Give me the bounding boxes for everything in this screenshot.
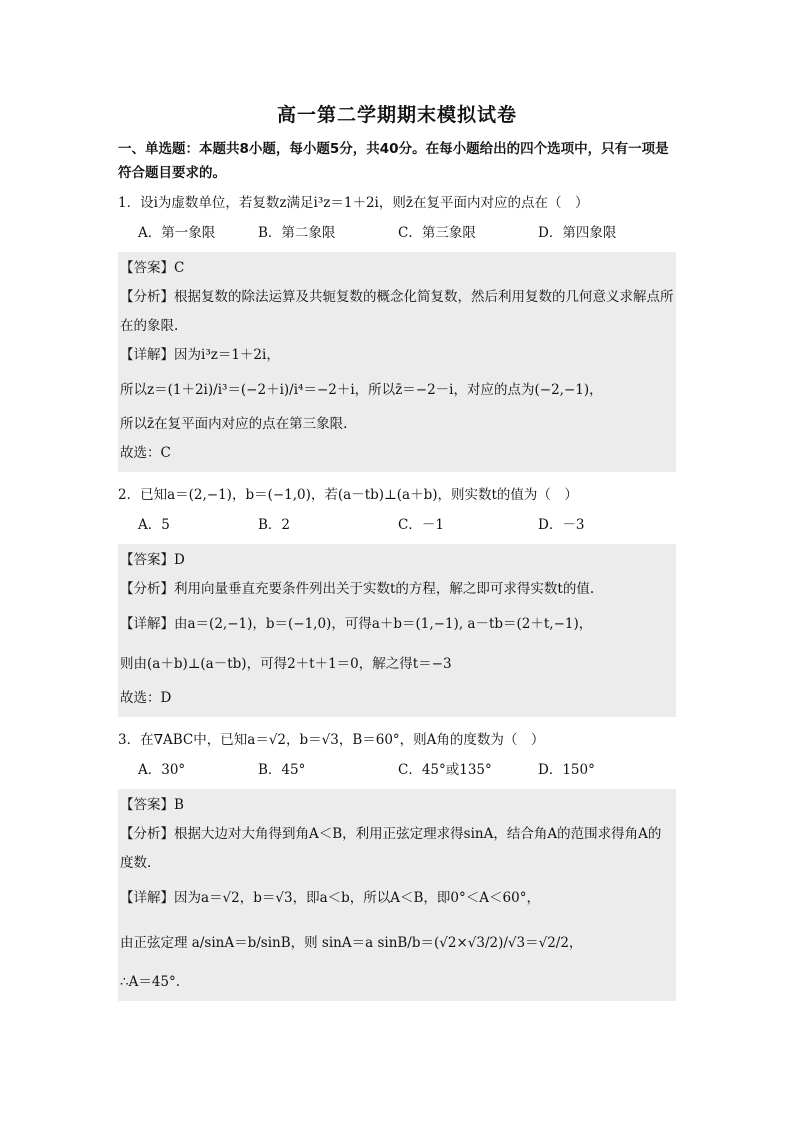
option-d: D．第四象限: [538, 225, 617, 241]
option-c: C．45°或135°: [398, 762, 492, 778]
option-b: B．第二象限: [258, 225, 336, 241]
detail-line: 【详解】因为a＝√2，b＝√3，即a＜b，所以A＜B，即0°＜A＜60°，: [120, 890, 540, 906]
question-1: [118, 190, 676, 472]
option-b: B．2: [258, 517, 291, 533]
detail-line: 所以z̄在复平面内对应的点在第三象限.: [120, 416, 348, 432]
option-c: C．－1: [398, 517, 444, 533]
option-a: A．30°: [138, 762, 186, 778]
analysis-line: 【分析】根据大边对大角得到角A＜B，利用正弦定理求得sinA，结合角A的范围求得角A的度数.: [120, 826, 662, 871]
detail-line: 【详解】由a＝(2,−1)，b＝(−1,0)，可得a＋b＝(1,−1), a－tb＝(2＋t,−1)，: [120, 616, 593, 632]
detail-line: ∴A＝45°.: [120, 974, 181, 990]
detail-line: 【详解】因为i³z＝1＋2i，: [120, 347, 280, 363]
option-b: B．45°: [258, 762, 306, 778]
detail-line: 故选：D: [120, 690, 172, 706]
answer-block: [118, 789, 676, 1001]
option-a: A．第一象限: [138, 225, 216, 241]
answer-line: 【答案】D: [120, 552, 185, 568]
option-d: D．150°: [538, 762, 595, 778]
question-2: [118, 482, 676, 717]
section-heading: 一、单选题：本题共8小题，每小题5分，共40分。在每小题给出的四个选项中，只有一项是符合题目要求的。: [118, 141, 669, 181]
option-d: D．－3: [538, 517, 585, 533]
question-stem: 2．已知a＝(2,−1)，b＝(−1,0)，若(a－tb)⊥(a＋b)，则实数t的值为（ ）: [118, 487, 578, 503]
answer-block: [118, 252, 676, 472]
answer-line: 【答案】C: [120, 260, 185, 276]
question-3: [118, 727, 676, 1001]
options-row: [118, 222, 676, 244]
analysis-line: 【分析】根据复数的除法运算及共轭复数的概念化简复数，然后利用复数的几何意义求解点所在的象限.: [120, 289, 674, 334]
option-c: C．第三象限: [398, 225, 476, 241]
detail-line: 故选：C: [120, 445, 171, 461]
detail-line: 由正弦定理 a/sinA＝b/sinB，则 sinA＝a sinB/b＝(√2×√3/2)/√3＝√2/2，: [120, 935, 583, 951]
question-stem: 3．在∇ABC中，已知a＝√2，b＝√3，B＝60°，则A角的度数为（ ）: [118, 732, 545, 748]
analysis-line: 【分析】利用向量垂直充要条件列出关于实数t的方程，解之即可求得实数t的值.: [120, 581, 595, 597]
answer-line: 【答案】B: [120, 797, 184, 813]
option-a: A．5: [138, 517, 170, 533]
options-row: [118, 514, 676, 536]
page-title: 高一第二学期期末模拟试卷: [276, 104, 517, 126]
exam-page: [118, 100, 676, 1011]
options-row: [118, 759, 676, 781]
answer-block: [118, 544, 676, 717]
question-stem: 1．设i为虚数单位，若复数z满足i³z＝1＋2i，则z̄在复平面内对应的点在（ ）: [118, 195, 589, 211]
detail-line: 所以z＝(1＋2i)/i³＝(−2＋i)/i⁴＝−2＋i，所以z̄＝−2－i，对应的点为(−2,−1)，: [120, 382, 603, 398]
detail-line: 则由(a＋b)⊥(a－tb)，可得2＋t＋1＝0，解之得t＝−3: [120, 656, 452, 672]
